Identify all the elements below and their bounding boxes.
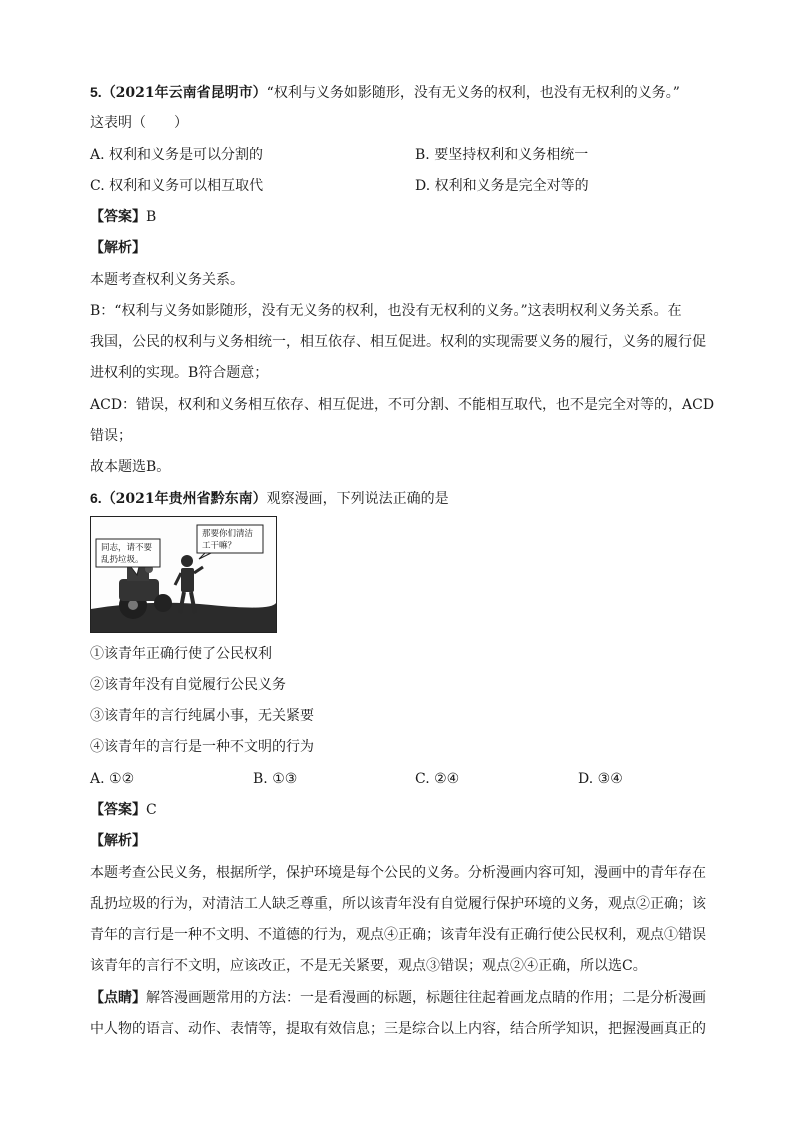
q6-option-c-label: C. [415,771,430,787]
bubble-right-line1: 那要你们清洁 [202,529,254,539]
q6-number: 6. [90,490,102,506]
q5-option-a-text: 权利和义务是可以分割的 [109,147,264,163]
q6-analysis-line: 乱扔垃圾的行为，对清洁工人缺乏尊重，所以该青年没有自觉履行保护环境的义务，观点②正确；该 [90,896,706,912]
bubble-left-line1: 同志，请不要 [101,543,153,553]
q5-option-c-label: C. [90,178,105,194]
q5-analysis-line: 故本题选B。 [90,459,171,475]
q5-option-d-text: 权利和义务是完全对等的 [434,178,589,194]
q6-option-d [578,769,623,789]
q5-option-b-text: 要坚持权利和义务相统一 [434,147,589,163]
q6-tip-tag: 【点睛】 [90,990,146,1006]
q6-answer [90,800,157,820]
q5-stem-line1 [90,82,680,103]
q6-statement: ④该青年的言行是一种不文明的行为 [90,739,314,755]
q6-option-a-text: ①② [109,771,135,787]
q5-option-b [415,145,588,165]
q6-option-a-label: A. [90,771,105,787]
q6-option-c-text: ②④ [434,771,460,787]
bubble-right-line2: 工干嘛？ [202,541,237,551]
q5-stem-text: “权利与义务如影随形，没有无义务的权利，也没有无权利的义务。” [266,85,680,101]
q5-analysis-line: B：“权利与义务如影随形，没有无义务的权利，也没有无权利的义务。”这表明权利义务关系。在 [90,303,682,319]
q5-source: （2021年云南省昆明市） [101,85,267,101]
q6-analysis-tag: 【解析】 [90,833,146,849]
q6-source: （2021年贵州省黔东南） [101,491,267,507]
q6-stem-text: 观察漫画，下列说法正确的是 [266,491,449,507]
q6-option-b-text: ①③ [272,771,298,787]
q5-answer-tag: 【答案】 [90,209,146,225]
q6-answer-tag: 【答案】 [90,802,146,818]
q5-option-a [90,145,263,165]
q6-stem [90,488,449,509]
q6-tip-line [90,988,706,1008]
q6-option-c [415,769,459,789]
q5-analysis-line: 进权利的实现。B符合题意； [90,365,269,381]
q5-analysis-line: 我国，公民的权利与义务相统一，相互依存、相互促进。权利的实现需要义务的履行，义务的履行促 [90,334,706,350]
q6-statement: ③该青年的言行纯属小事，无关紧要 [90,708,314,724]
q6-option-a [90,769,134,789]
bubble-left-line2: 乱扔垃圾。 [101,555,144,565]
q5-analysis-line: 本题考查权利义务关系。 [90,272,244,288]
q6-analysis-line: 本题考查公民义务，根据所学，保护环境是每个公民的义务。分析漫画内容可知，漫画中的青年存在 [90,865,706,881]
q6-option-d-label: D. [578,771,594,787]
ground-shape [91,603,276,632]
q5-answer [90,207,156,227]
q5-number: 5. [90,84,102,100]
q5-option-d-label: D. [415,178,431,194]
q6-answer-value: C [146,802,157,818]
speech-bubble-right [197,525,263,559]
q6-tip-text: 解答漫画题常用的方法：一是看漫画的标题，标题往往起着画龙点睛的作用；二是分析漫画 [146,990,706,1006]
q5-stem-line2: 这表明（ ） [90,115,188,131]
q5-option-c [90,176,263,196]
q6-analysis-line: 该青年的言行不文明，应该改正，不是无关紧要，观点③错误；观点②④正确，所以选C。 [90,958,647,974]
q5-analysis-tag: 【解析】 [90,240,146,256]
cartoon-image [90,516,277,633]
cartoon-illustration [91,517,276,632]
q6-analysis-line: 青年的言行是一种不文明、不道德的行为，观点④正确；该青年没有正确行使公民权利，观点①错误 [90,927,706,943]
q6-tip-line: 中人物的语言、动作、表情等，提取有效信息；三是综合以上内容，结合所学知识，把握漫画真正的 [90,1021,706,1037]
q5-option-c-text: 权利和义务可以相互取代 [109,178,264,194]
q6-option-b-label: B. [253,771,268,787]
q6-statement: ①该青年正确行使了公民权利 [90,646,272,662]
q5-option-d [415,176,589,196]
q6-option-d-text: ③④ [597,771,623,787]
q5-analysis-line: 错误； [90,428,132,444]
q5-option-a-label: A. [90,147,105,163]
q6-statement: ②该青年没有自觉履行公民义务 [90,677,286,693]
q5-answer-value: B [146,209,157,225]
q6-option-b [253,769,297,789]
q5-analysis-line: ACD：错误，权利和义务相互依存、相互促进，不可分割、不能相互取代，也不是完全对等的，ACD [90,397,715,413]
q5-option-b-label: B. [415,147,430,163]
